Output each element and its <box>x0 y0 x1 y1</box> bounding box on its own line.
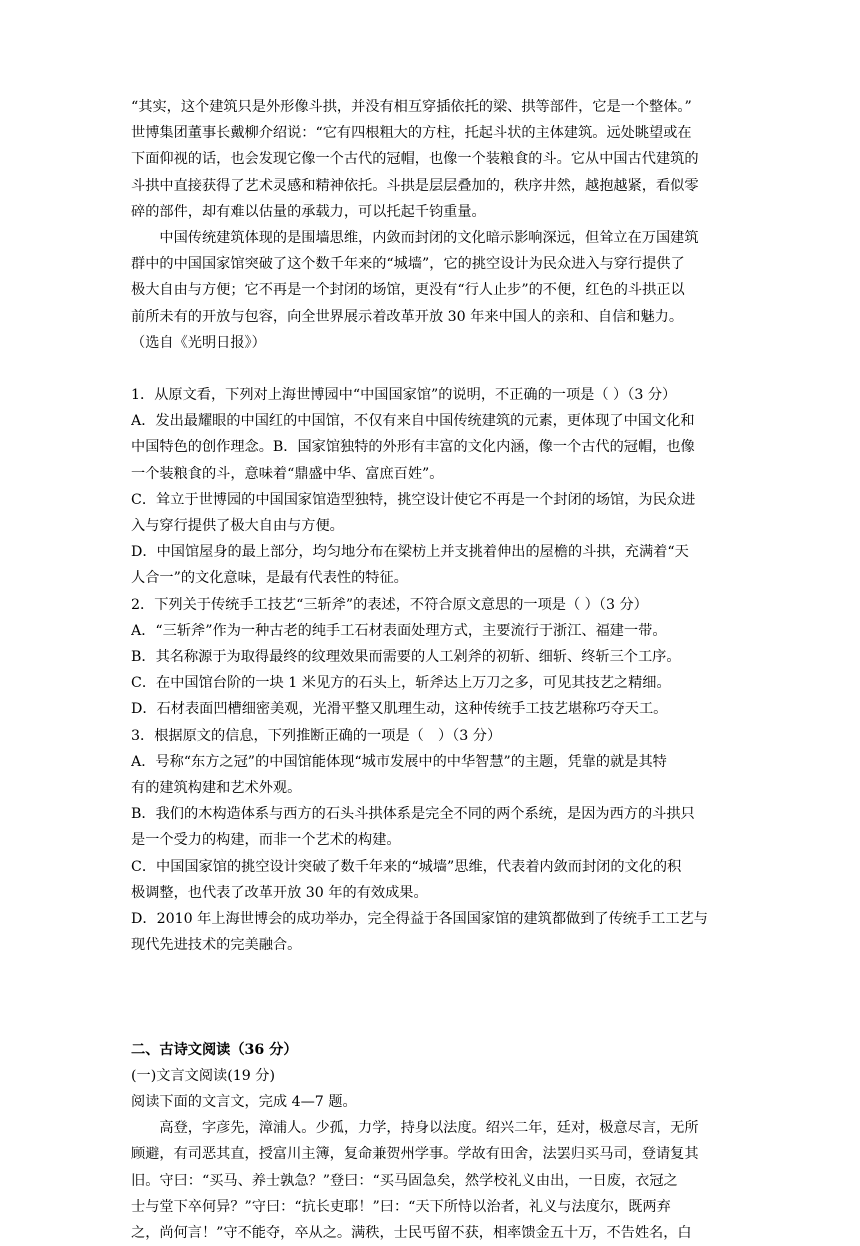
question-line: A．“三斩斧”作为一种古老的纯手工石材表面处理方式，主要流行于浙江、福建一带。 <box>131 618 732 644</box>
question-line: B．其名称源于为取得最终的纹理效果而需要的人工剁斧的初斩、细斩、终斩三个工序。 <box>131 644 732 670</box>
text-line: 斗拱中直接获得了艺术灵感和精神依托。斗拱是层层叠加的，秩序井然，越抱越紧，看似零 <box>131 173 732 199</box>
question-line: C．耸立于世博园的中国国家馆造型独特，挑空设计使它不再是一个封闭的场馆，为民众进 <box>131 487 732 513</box>
question-line: C．在中国馆台阶的一块 1 米见方的石头上，斩斧达上万刀之多，可见其技艺之精细。 <box>131 670 732 696</box>
text-line: 世博集团董事长戴柳介绍说：“它有四根粗大的方柱，托起斗状的主体建筑。远处眺望或在 <box>131 120 732 146</box>
text-line: “其实，这个建筑只是外形像斗拱，并没有相互穿插依托的梁、拱等部件，它是一个整体。” <box>131 94 732 120</box>
question-line: 中国特色的创作理念。B．国家馆独特的外形有丰富的文化内涵，像一个古代的冠帽，也像 <box>131 434 732 460</box>
question-line: 是一个受力的构建，而非一个艺术的构建。 <box>131 827 732 853</box>
classical-text-line: 之，尚何言！”守不能夺，卒从之。满秩，士民丐留不获，相率馈金五十万，不告姓名，白 <box>131 1220 732 1246</box>
question-line: 有的建筑构建和艺术外观。 <box>131 775 732 801</box>
passage-paragraph-2 <box>131 225 732 356</box>
text-line: 下面仰视的话，也会发现它像一个古代的冠帽，也像一个装粮食的斗。它从中国古代建筑的 <box>131 146 732 172</box>
question-line: D．石材表面凹槽细密美观，光滑平整又肌理生动，这种传统手工技艺堪称巧夺天工。 <box>131 696 732 722</box>
question-line: 极调整，也代表了改革开放 30 年的有效成果。 <box>131 880 732 906</box>
section-2 <box>131 1037 732 1246</box>
question-line: D．2010 年上海世博会的成功举办，完全得益于各国国家馆的建筑都做到了传统手工工艺与 <box>131 906 732 932</box>
question-line: 现代先进技术的完美融合。 <box>131 932 732 958</box>
spacer <box>131 959 732 1037</box>
question-line: A．号称“东方之冠”的中国馆能体现“城市发展中的中华智慧”的主题，凭靠的就是其特 <box>131 749 732 775</box>
classical-text-line: 旧。守曰：“买马、养士孰急？”登曰：“买马固急矣，然学校礼义由出，一日废，衣冠之 <box>131 1168 732 1194</box>
questions-block <box>131 382 732 958</box>
question-line: C．中国国家馆的挑空设计突破了数千年来的“城墙”思维，代表着内敛而封闭的文化的积 <box>131 854 732 880</box>
question-2: 2．下列关于传统手工技艺“三斩斧”的表述，不符合原文意思的一项是（ ）（3 分） <box>131 592 732 618</box>
question-line: 一个装粮食的斗，意味着“鼎盛中华、富庶百姓”。 <box>131 461 732 487</box>
question-line: 入与穿行提供了极大自由与方便。 <box>131 513 732 539</box>
instruction-text: 阅读下面的文言文，完成 4—7 题。 <box>131 1089 732 1115</box>
passage-paragraph-1 <box>131 94 732 225</box>
question-1: 1．从原文看，下列对上海世博园中“中国国家馆”的说明，不正确的一项是（ ）（3 分） <box>131 382 732 408</box>
spacer <box>131 356 732 382</box>
question-line: 人合一”的文化意味，是最有代表性的特征。 <box>131 565 732 591</box>
text-line: 群中的中国国家馆突破了这个数千年来的“城墙”，它的挑空设计为民众进入与穿行提供了 <box>131 251 732 277</box>
classical-text-line: 士与堂下卒何异？”守曰：“抗长吏耶！”曰：“天下所恃以治者，礼义与法度尔，既两弃 <box>131 1194 732 1220</box>
question-3: 3．根据原文的信息，下列推断正确的一项是（ ）（3 分） <box>131 723 732 749</box>
classical-text-line: 高登，字彦先，漳浦人。少孤，力学，持身以法度。绍兴二年，廷对，极意尽言，无所 <box>131 1115 732 1141</box>
question-line: A．发出最耀眼的中国红的中国馆，不仅有来自中国传统建筑的元素，更体现了中国文化和 <box>131 408 732 434</box>
subsection-heading: (一)文言文阅读(19 分) <box>131 1063 732 1089</box>
question-line: B．我们的木构造体系与西方的石头斗拱体系是完全不同的两个系统，是因为西方的斗拱只 <box>131 801 732 827</box>
question-line: D．中国馆屋身的最上部分，均匀地分布在梁枋上并支挑着伸出的屋檐的斗拱，充满着“天 <box>131 539 732 565</box>
classical-text-line: 顾避，有司恶其直，授富川主簿，复命兼贺州学事。学故有田舍，法罢归买马司，登请复其 <box>131 1141 732 1167</box>
text-line: 中国传统建筑体现的是围墙思维，内敛而封闭的文化暗示影响深远，但耸立在万国建筑 <box>131 225 732 251</box>
text-line: 前所未有的开放与包容，向全世界展示着改革开放 30 年来中国人的亲和、自信和魅力。 <box>131 304 732 330</box>
text-line: 碎的部件，却有难以估量的承载力，可以托起千钧重量。 <box>131 199 732 225</box>
source-citation: （选自《光明日报》） <box>131 330 732 356</box>
section-heading: 二、古诗文阅读（36 分） <box>131 1037 732 1063</box>
text-line: 极大自由与方便；它不再是一个封闭的场馆，更没有“行人止步”的不便，红色的斗拱正以 <box>131 277 732 303</box>
